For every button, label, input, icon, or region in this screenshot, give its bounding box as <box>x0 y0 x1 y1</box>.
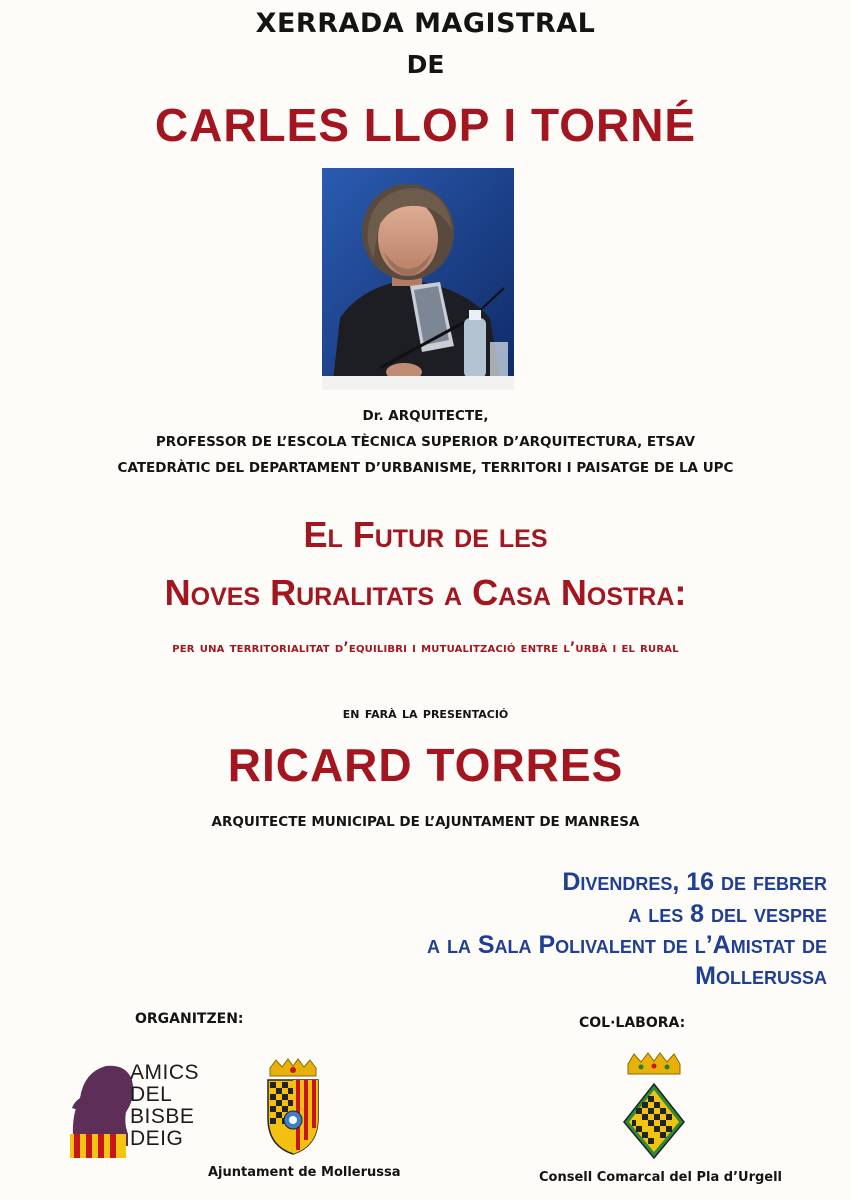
credential-line-1: Dr. ARQUITECTE, <box>362 408 489 424</box>
amics-logo-word: DEIG <box>130 1127 184 1150</box>
speaker-photo-illustration <box>322 168 514 390</box>
credential-line-2: PROFESSOR DE L’ESCOLA TÈCNICA SUPERIOR D’ARQUITECTURA, ETSAV <box>155 434 696 450</box>
presentation-intro: en farà la presentació <box>342 704 509 722</box>
event-town: Mollerussa <box>695 962 827 990</box>
speaker-photo <box>322 168 514 390</box>
poster-heading-de: DE <box>406 50 445 79</box>
amics-logo-word: BISBE <box>130 1105 195 1128</box>
presenter-name: RICARD TORRES <box>227 739 624 791</box>
amics-logo-text <box>130 1062 199 1150</box>
consell-comarcal-caption: Consell Comarcal del Pla d’Urgell <box>539 1170 783 1185</box>
amics-logo-word: DEL <box>130 1083 173 1106</box>
lecture-title-line-2: Noves Ruralitats a Casa Nostra: <box>164 572 687 613</box>
ajuntament-caption: Ajuntament de Mollerussa <box>208 1165 401 1180</box>
amics-logo-word: AMICS <box>130 1061 200 1084</box>
collaborator-label: COL·LABORA: <box>579 1015 686 1031</box>
presenter-role: ARQUITECTE MUNICIPAL DE L’AJUNTAMENT DE MANRESA <box>211 814 640 830</box>
lecture-title-line-1: El Futur de les <box>303 514 548 555</box>
organizers-label: ORGANITZEN: <box>135 1011 244 1027</box>
speaker-name: CARLES LLOP I TORNÉ <box>154 99 697 151</box>
event-date: Divendres, 16 de febrer <box>562 868 827 896</box>
bishop-profile-icon <box>66 1058 136 1158</box>
credential-line-3: CATEDRÀTIC DEL DEPARTAMENT D’URBANISME, TERRITORI I PAISATGE DE LA UPC <box>117 460 734 476</box>
event-time: a les 8 del vespre <box>628 900 827 928</box>
amics-del-bisbe-deig-logo <box>66 1058 216 1158</box>
event-venue: a la Sala Polivalent de l’Amistat de <box>427 931 827 959</box>
consell-comarcal-crest-icon <box>618 1050 690 1160</box>
mollerussa-crest-icon <box>262 1058 324 1156</box>
lecture-subtitle: per una territorialitat d’equilibri i mutualització entre l’urbà i el rural <box>172 640 679 656</box>
poster-heading: XERRADA MAGISTRAL <box>255 8 596 39</box>
